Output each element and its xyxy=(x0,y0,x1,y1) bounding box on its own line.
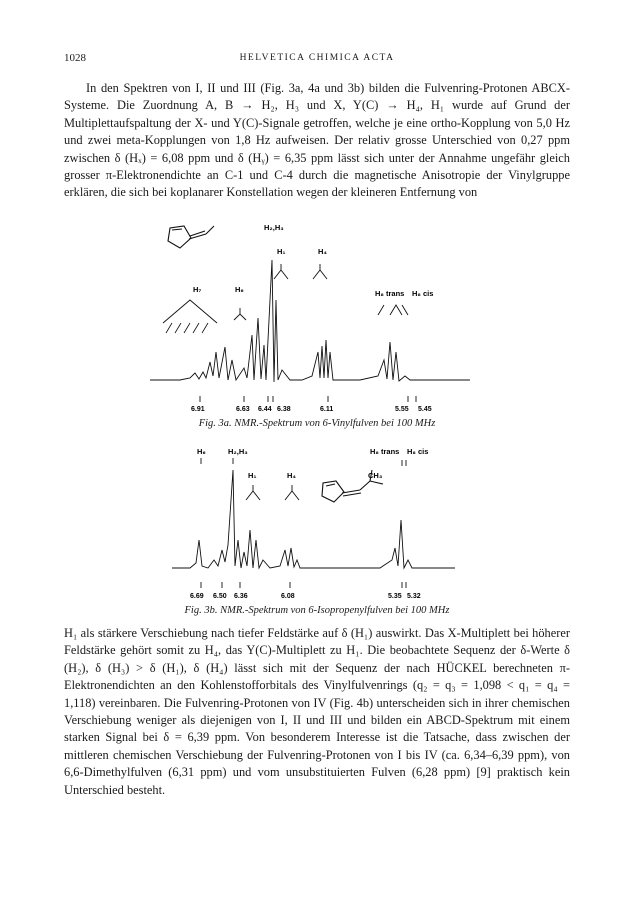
spectrum-trace-3a xyxy=(150,260,470,382)
tick-611: 6.11 xyxy=(320,406,334,413)
tick-663: 6.63 xyxy=(236,406,250,413)
tick-650: 6.50 xyxy=(213,593,227,600)
tick-691: 6.91 xyxy=(191,406,205,413)
tick-535: 5.35 xyxy=(388,593,402,600)
label-h1-3a: H₁ xyxy=(277,247,286,256)
label-h8cis-3b: H₈ cis xyxy=(407,447,429,456)
label-h6-3b: H₆ xyxy=(197,447,206,456)
label-h4-3a: H₄ xyxy=(318,247,327,256)
paragraph-1: In den Spektren von I, II und III (Fig. 3a, 4a und 3b) bilden die Fulvenring-Protonen ABCX-Systeme. Die Zuordnung A, B → H₂, H₃ und X, Y(C) → H₄, H₁ wurde auf Grund der Multiplettaufspaltung der X- und Y(C)-Signale getroffen, welche je eine ortho-Kopplung von 5,0 Hz und zwei meta-Kopplungen von 1,8 Hz aufweisen. Der relativ grosse Unterschied von 0,27 ppm zwischen δ (Hₓ) = 6,08 ppm und δ (Hᵧ) = 6,35 ppm lässt sich unter der Annahme ungefähr gleich grosser π-Elektronendichte an C-1 und C-4 durch die magnetische Anisotropie der Vinylgruppe erklären, die sich bei koplanarer Konstellation wegen der kleineren Entfernung von xyxy=(64,81,570,200)
tick-marks-3a xyxy=(200,396,416,402)
label-h8trans-3a: H₈ trans xyxy=(375,289,405,298)
journal-title: HELVETICA CHIMICA ACTA xyxy=(239,53,395,63)
tick-636: 6.36 xyxy=(234,593,248,600)
tick-545: 5.45 xyxy=(418,406,432,413)
tick-638: 6.38 xyxy=(277,406,291,413)
label-h8cis-3a: H₈ cis xyxy=(412,289,434,298)
spectrum-trace-3b xyxy=(172,470,455,568)
page-number: 1028 xyxy=(64,52,86,64)
vinylfulvene-structure xyxy=(168,226,214,248)
label-h6-3a: H₆ xyxy=(235,285,244,294)
tick-669: 6.69 xyxy=(190,593,204,600)
label-h4-3b: H₄ xyxy=(287,471,296,480)
caption-fig-3b: Fig. 3b. NMR.-Spektrum von 6-Isopropenylfulven bei 100 MHz xyxy=(184,605,450,616)
tick-marks-3b xyxy=(201,582,406,588)
tick-555: 5.55 xyxy=(395,406,409,413)
figure-3b-spectrum xyxy=(172,447,455,600)
label-h7-3a: H₇ xyxy=(193,285,202,294)
tick-532: 5.32 xyxy=(407,593,421,600)
label-h2h3-3a: H₂,H₃ xyxy=(264,223,284,232)
figure-3a-spectrum xyxy=(150,223,470,413)
paragraph-2: H₁ als stärkere Verschiebung nach tiefer Feldstärke auf δ (H₁) auswirkt. Das X-Multiplett bei höherer Feldstärke gehört somit zu H₄, das Y(C)-Multiplett zu H₁. Die beobachtete Sequenz der δ-Werte δ (H₂), δ (H₃) > δ (H₁), δ (H₄) lässt sich mit der Sequenz der nach HÜCKEL berechneten π-Elektronendichten an den Kohlenstofforbitals des Vinylfulvenrings (q₂ = q₃ = 1,098 < q₁ = q₄ = 1,118) vereinbaren. Die Fulvenring-Protonen von IV (Fig. 4b) unterscheiden sich in ihrer chemischen Verschiebung weniger als diejenigen von I, II und III und bilden ein ABCD-Spektrum mit einem starken Signal bei δ = 6,39 ppm. Von besonderem Interesse ist die Tatsache, dass zwischen der mittleren chemischen Verschiebung der Fulvenring-Protonen von I bis IV (ca. 6,34–6,39 ppm), von 6,6-Dimethylfulven (6,31 ppm) und vom unsubstituierten Fulven (6,28 ppm) [9] praktisch kein Unterschied besteht. xyxy=(64,626,570,797)
caption-fig-3a: Fig. 3a. NMR.-Spektrum von 6-Vinylfulven bei 100 MHz xyxy=(198,418,436,429)
label-h8trans-3b: H₈ trans xyxy=(370,447,400,456)
label-h1-3b: H₁ xyxy=(248,471,257,480)
tick-644: 6.44 xyxy=(258,406,272,413)
label-ch3-3b: CH₃ xyxy=(368,471,383,480)
label-h2h3-3b: H₂,H₃ xyxy=(228,447,248,456)
tick-608: 6.08 xyxy=(281,593,295,600)
